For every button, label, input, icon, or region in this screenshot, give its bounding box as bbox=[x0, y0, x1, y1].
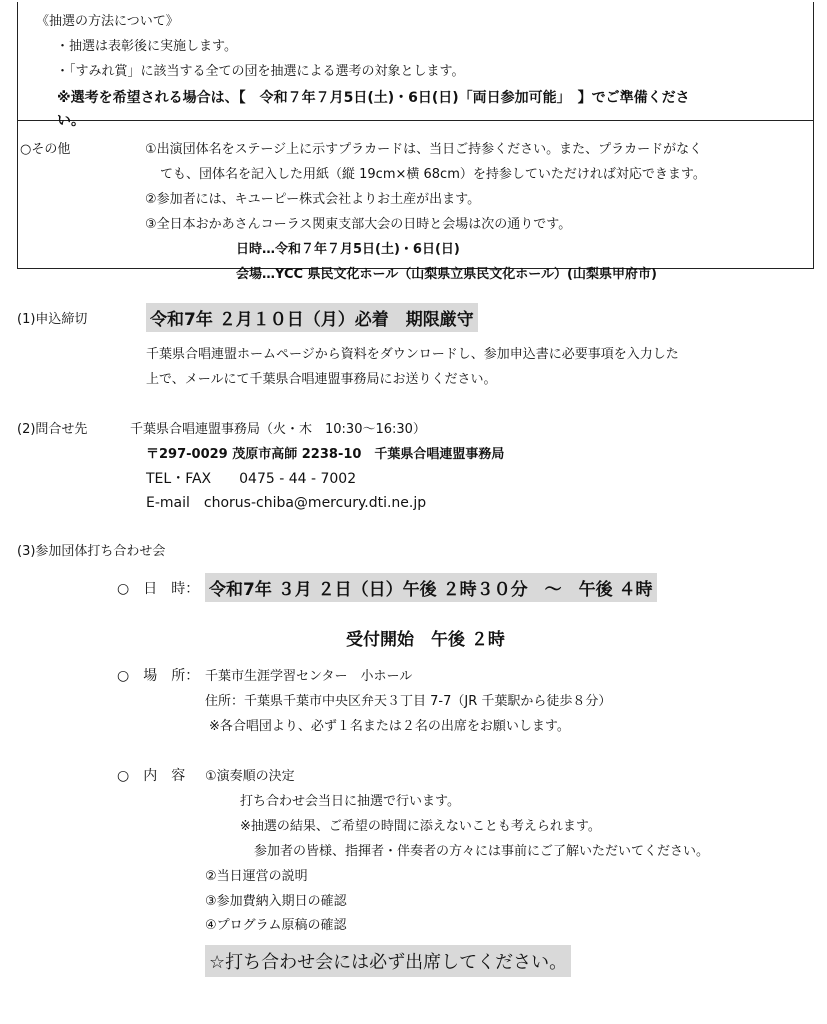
deadline-label: (1)申込締切 bbox=[17, 312, 88, 327]
deadline-desc-line-2: 上で、メールにて千葉県合唱連盟事務局にお送りください。 bbox=[146, 372, 497, 387]
meeting-content-label: ○ 内 容 bbox=[117, 768, 186, 784]
meeting-content-1-sub-3: 参加者の皆様、指揮者・伴奏者の方々には事前にご了解いただいてください。 bbox=[254, 844, 710, 859]
meeting-content-4: ④プログラム原稿の確認 bbox=[205, 918, 347, 933]
other-item-3: ③全日本おかあさんコーラス関東支部大会の日時と会場は次の通りです。 bbox=[145, 217, 572, 232]
contact-address: 〒297-0029 茂原市高師 2238-10 千葉県合唱連盟事務局 bbox=[146, 447, 505, 462]
deadline-desc-line-1: 千葉県合唱連盟ホームページから資料をダウンロードし、参加申込書に必要事項を入力した bbox=[146, 347, 679, 362]
deadline-value: 令和7年 ２月１０日（月）必着 期限厳守 bbox=[146, 303, 478, 332]
lottery-note-line-1: ※選考を希望される場合は、【 令和７年７月5日(土)・6日(日)「両日参加可能」 】でご準備くださ bbox=[57, 90, 690, 106]
meeting-content-1-sub-2: ※抽選の結果、ご希望の時間に添えないことも考えられます。 bbox=[240, 819, 601, 834]
other-item-1-line-1: ①出演団体名をステージ上に示すプラカードは、当日ご持参ください。また、プラカードがなく bbox=[145, 142, 703, 157]
meeting-label: (3)参加団体打ち合わせ会 bbox=[17, 544, 166, 559]
meeting-content-3: ③参加費納入期日の確認 bbox=[205, 894, 347, 909]
meeting-content-1-sub-1: 打ち合わせ会当日に抽選で行います。 bbox=[240, 794, 460, 809]
other-date-line: 日時…令和７年７月5日(土)・6日(日) bbox=[236, 242, 460, 257]
contact-office: 千葉県合唱連盟事務局（火・木 10:30〜16:30） bbox=[130, 422, 426, 437]
meeting-content-1: ①演奏順の決定 bbox=[205, 769, 295, 784]
contact-email: E-mail chorus-chiba@mercury.dti.ne.jp bbox=[146, 495, 427, 511]
lottery-bullet-1: ・抽選は表彰後に実施します。 bbox=[56, 39, 237, 54]
other-item-1-line-2: ても、団体名を記入した用紙（縦 19cm×横 68cm）を持参していただければ対応できます。 bbox=[160, 167, 706, 182]
meeting-address: 住所：千葉県千葉市中央区弁天３丁目 7-7（JR 千葉駅から徒歩８分） bbox=[205, 694, 612, 709]
other-venue-line: 会場…YCC 県民文化ホール（山梨県立県民文化ホール）(山梨県甲府市) bbox=[236, 267, 657, 282]
meeting-date-value: 令和7年 ３月 ２日（日）午後 ２時３０分 〜 午後 ４時 bbox=[205, 573, 657, 602]
meeting-content-2: ②当日運営の説明 bbox=[205, 869, 308, 884]
meeting-must-attend: ☆打ち合わせ会には必ず出席してください。 bbox=[205, 945, 571, 977]
other-item-2: ②参加者には、キユーピー株式会社よりお土産が出ます。 bbox=[145, 192, 481, 207]
other-label: ○その他 bbox=[20, 142, 71, 157]
lottery-note-line-2: い。 bbox=[57, 113, 85, 129]
contact-label: (2)問合せ先 bbox=[17, 422, 88, 437]
meeting-place-label: ○ 場 所： bbox=[117, 668, 200, 684]
lottery-heading: 《抽選の方法について》 bbox=[36, 14, 179, 29]
meeting-place-value: 千葉市生涯学習センター 小ホール bbox=[205, 669, 413, 684]
meeting-date-label: ○ 日 時： bbox=[117, 581, 200, 597]
contact-tel: TEL・FAX 0475 - 44 - 7002 bbox=[146, 471, 357, 487]
meeting-reception: 受付開始 午後 ２時 bbox=[346, 630, 505, 650]
lottery-bullet-2: ・「すみれ賞」に該当する全ての団を抽選による選考の対象とします。 bbox=[56, 64, 465, 79]
meeting-attendance-note: ※各合唱団より、必ず１名または２名の出席をお願いします。 bbox=[209, 719, 570, 734]
